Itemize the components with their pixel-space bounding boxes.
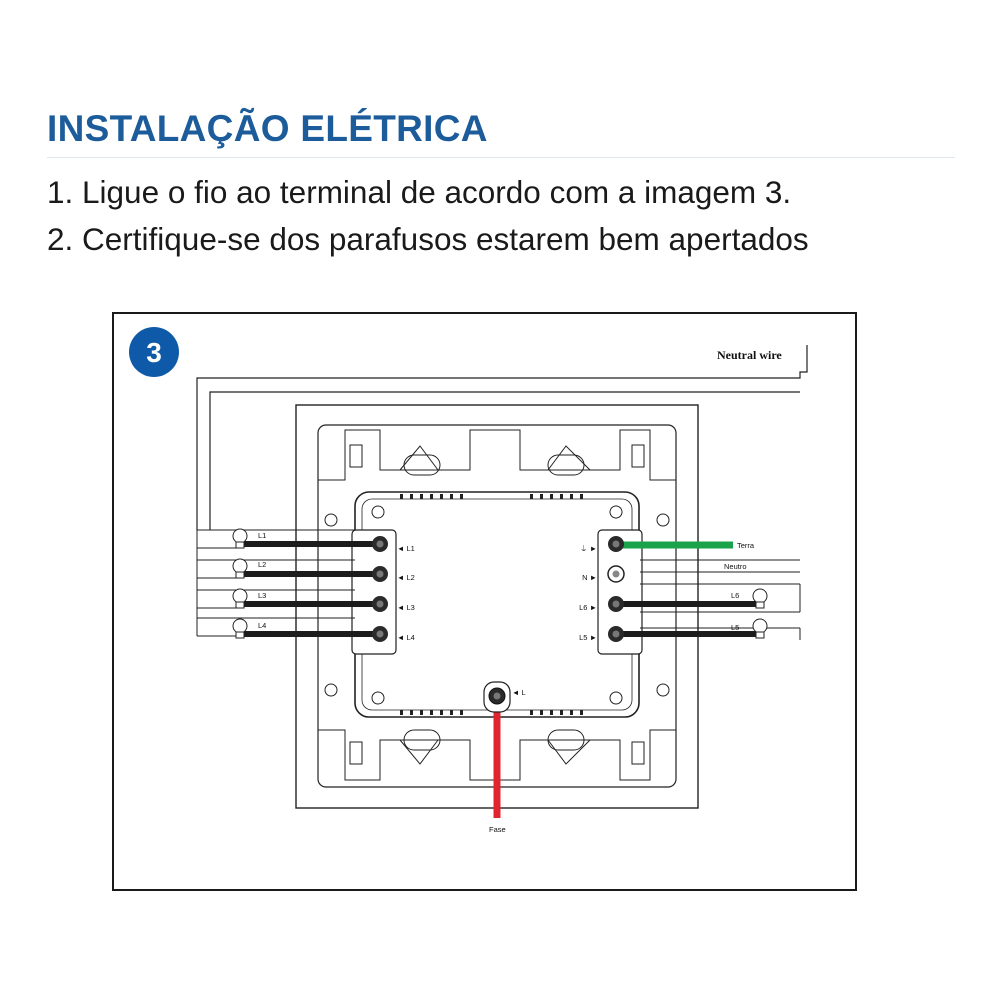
page-title: INSTALAÇÃO ELÉTRICA (47, 108, 488, 149)
instruction-step-2: 2. Certifique-se dos parafusos estarem bem apertados (47, 221, 809, 257)
wire-label-l2: L2 (258, 560, 267, 569)
phase-label: Fase (489, 825, 506, 834)
lamp-l4-icon (233, 619, 247, 633)
terminal-label-l2: ◄ L2 (397, 573, 415, 582)
lamp-l3-icon (233, 589, 247, 603)
wire-label-l1: L1 (258, 531, 267, 540)
figure-number: 3 (146, 337, 162, 368)
lamp-l1-icon (233, 529, 247, 543)
wire-label-l6: L6 (731, 591, 740, 600)
phase-terminal (484, 682, 510, 712)
lamp-l5-icon (753, 619, 767, 633)
terminal-label-l5: L5 ► (579, 633, 597, 642)
terminal-label-l6: L6 ► (579, 603, 597, 612)
lamp-l2-icon (233, 559, 247, 573)
terminal-label-phase: ◄ L (512, 688, 526, 697)
neutral-wire-label: Neutral wire (717, 348, 782, 362)
terminal-label-ground: ⏚ ► (579, 544, 597, 553)
wire-label-l5: L5 (731, 623, 740, 632)
wire-label-neutro: Neutro (724, 562, 747, 571)
terminal-label-l1: ◄ L1 (397, 544, 415, 553)
terminal-label-neutral: N ► (582, 573, 597, 582)
terminal-label-l3: ◄ L3 (397, 603, 415, 612)
figure-number-badge (129, 327, 179, 377)
wire-label-l3: L3 (258, 591, 267, 600)
wire-label-l4: L4 (258, 621, 267, 630)
instruction-step-1: 1. Ligue o fio ao terminal de acordo com a imagem 3. (47, 174, 792, 210)
wire-label-terra: Terra (737, 541, 755, 550)
lamp-l6-icon (753, 589, 767, 603)
terminal-label-l4: ◄ L4 (397, 633, 415, 642)
